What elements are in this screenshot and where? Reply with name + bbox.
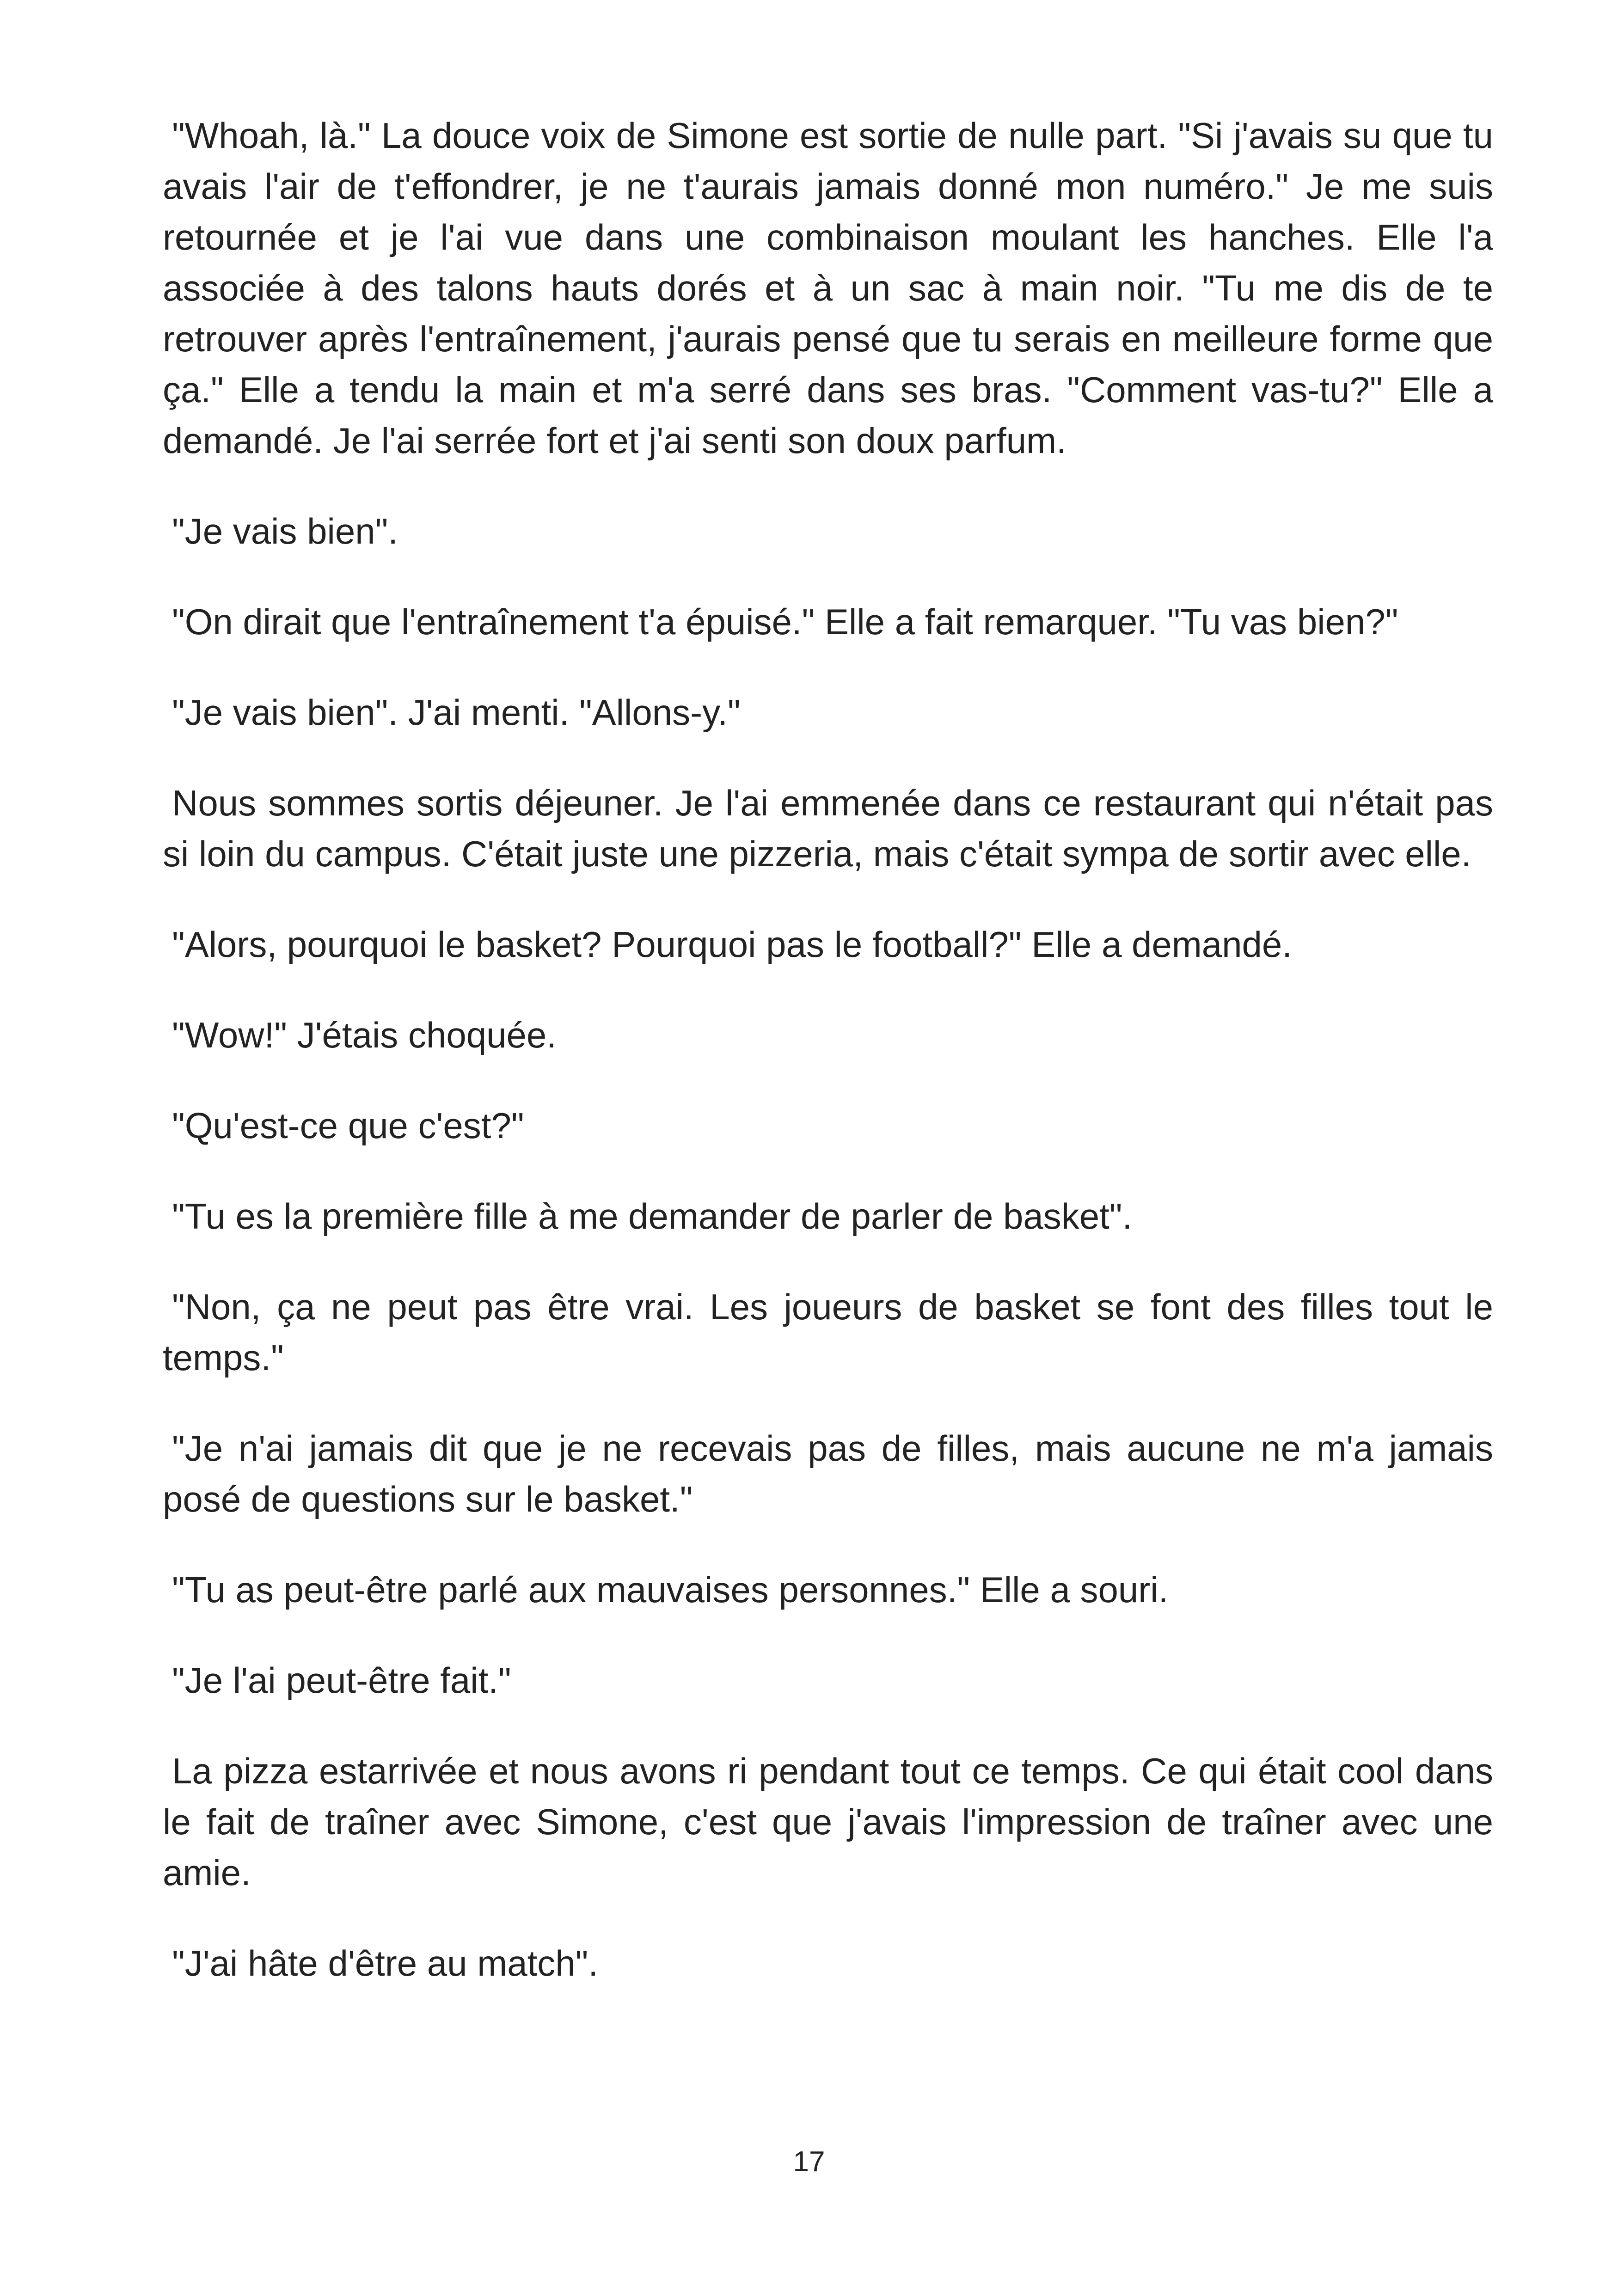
- page-number: 17: [793, 2146, 825, 2178]
- paragraph-2: "Je vais bien".: [172, 511, 398, 551]
- paragraph-7: "Wow!" J'étais choquée.: [172, 1015, 557, 1055]
- paragraph-5: Nous sommes sortis déjeuner. Je l'ai emmenée dans ce restaurant qui n'était pas si loin du campus. C'était juste une pizzeria, mais c'était sympa de sortir avec elle.: [163, 783, 1493, 874]
- paragraph-11: "Je n'ai jamais dit que je ne recevais pas de filles, mais aucune ne m'a jamais posé de questions sur le basket.": [163, 1428, 1493, 1519]
- paragraph-12: "Tu as peut-être parlé aux mauvaises personnes." Elle a souri.: [172, 1569, 1169, 1610]
- paragraph-8: "Qu'est-ce que c'est?": [172, 1105, 524, 1146]
- paragraph-3: "On dirait que l'entraînement t'a épuisé." Elle a fait remarquer. "Tu vas bien?": [172, 601, 1398, 642]
- paragraph-10: "Non, ça ne peut pas être vrai. Les joueurs de basket se font des filles tout le temps.": [163, 1286, 1493, 1378]
- paragraph-4: "Je vais bien". J'ai menti. "Allons-y.": [172, 692, 741, 733]
- paragraph-9: "Tu es la première fille à me demander de parler de basket".: [172, 1196, 1133, 1237]
- paragraph-15: "J'ai hâte d'être au match".: [172, 1943, 598, 1984]
- body-text: [163, 110, 1493, 1989]
- paragraph-1: "Whoah, là." La douce voix de Simone est sortie de nulle part. "Si j'avais su que tu avais l'air de t'effondrer, je ne t'aurais jamais donné mon numéro." Je me suis retournée et je l'ai vue dans une combinaison moulant les hanches. Elle l'a associée à des talons hauts dorés et à un sac à main noir. "Tu me dis de te retrouver après l'entraînement, j'aurais pensé que tu serais en meilleure forme que ça." Elle a tendu la main et m'a serré dans ses bras. "Comment vas-tu?" Elle a demandé. Je l'ai serrée fort et j'ai senti son doux parfum.: [163, 115, 1493, 461]
- paragraph-13: "Je l'ai peut-être fait.": [172, 1660, 511, 1701]
- paragraph-14: La pizza estarrivée et nous avons ri pendant tout ce temps. Ce qui était cool dans le fait de traîner avec Simone, c'est que j'avais l'impression de traîner avec une amie.: [163, 1751, 1493, 1893]
- paragraph-6: "Alors, pourquoi le basket? Pourquoi pas le football?" Elle a demandé.: [172, 924, 1292, 965]
